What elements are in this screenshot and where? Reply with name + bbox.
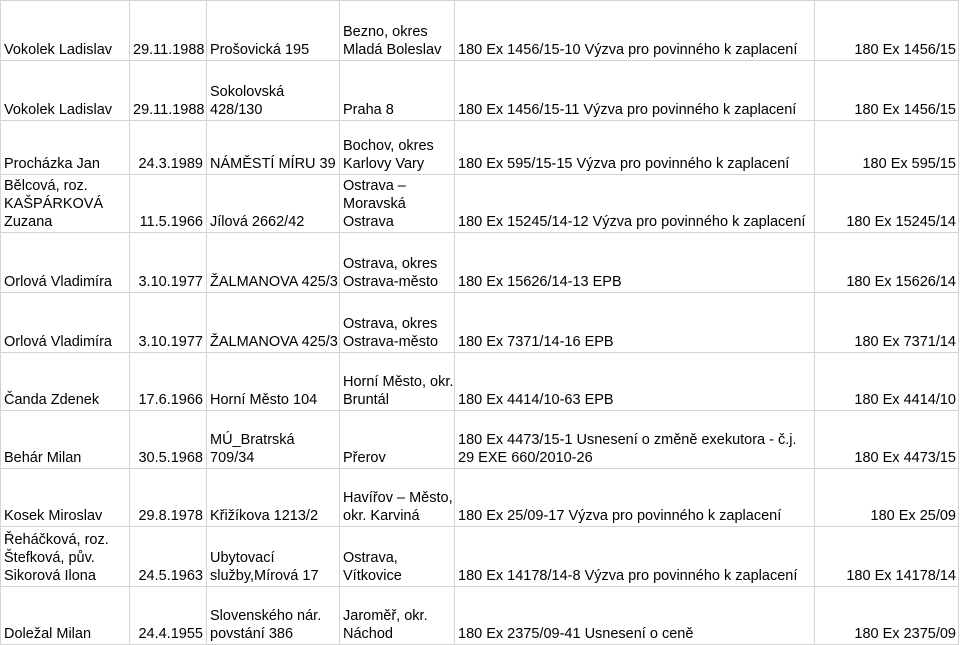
birth-date-cell: 11.5.1966 (130, 175, 207, 233)
street-address-cell: ŽALMANOVA 425/3 (207, 293, 340, 353)
file-number-cell: 180 Ex 25/09 (815, 469, 959, 527)
city-cell: Ostrava, Vítkovice (340, 527, 455, 587)
city-cell: Ostrava, okres Ostrava-město (340, 233, 455, 293)
case-document-cell: 180 Ex 1456/15-10 Výzva pro povinného k zaplacení (455, 1, 815, 61)
table-row (1, 469, 959, 527)
street-address-cell: ŽALMANOVA 425/3 (207, 233, 340, 293)
file-number-cell: 180 Ex 15626/14 (815, 233, 959, 293)
file-number-cell: 180 Ex 4473/15 (815, 411, 959, 469)
table-row (1, 121, 959, 175)
table-row (1, 411, 959, 469)
city-cell: Přerov (340, 411, 455, 469)
table-row (1, 587, 959, 645)
file-number-cell: 180 Ex 1456/15 (815, 1, 959, 61)
city-cell: Ostrava – Moravská Ostrava (340, 175, 455, 233)
city-cell: Horní Město, okr. Bruntál (340, 353, 455, 411)
table-row (1, 61, 959, 121)
table-row (1, 353, 959, 411)
debtor-name-cell: Vokolek Ladislav (1, 1, 130, 61)
street-address-cell: Sokolovská 428/130 (207, 61, 340, 121)
city-cell: Praha 8 (340, 61, 455, 121)
file-number-cell: 180 Ex 4414/10 (815, 353, 959, 411)
city-cell: Havířov – Město, okr. Karviná (340, 469, 455, 527)
case-document-cell: 180 Ex 4414/10-63 EPB (455, 353, 815, 411)
case-document-cell: 180 Ex 15245/14-12 Výzva pro povinného k zaplacení (455, 175, 815, 233)
table-row (1, 175, 959, 233)
city-cell: Jaroměř, okr. Náchod (340, 587, 455, 645)
case-document-cell: 180 Ex 1456/15-11 Výzva pro povinného k zaplacení (455, 61, 815, 121)
debtor-name-cell: Čanda Zdenek (1, 353, 130, 411)
debtor-name-cell: Doležal Milan (1, 587, 130, 645)
case-document-cell: 180 Ex 7371/14-16 EPB (455, 293, 815, 353)
file-number-cell: 180 Ex 7371/14 (815, 293, 959, 353)
street-address-cell: Ubytovací služby,Mírová 17 (207, 527, 340, 587)
debtor-name-cell: Vokolek Ladislav (1, 61, 130, 121)
debtor-name-cell: Bělcová, roz. KAŠPÁRKOVÁ Zuzana (1, 175, 130, 233)
street-address-cell: Slovenského nár. povstání 386 (207, 587, 340, 645)
birth-date-cell: 24.4.1955 (130, 587, 207, 645)
debtor-name-cell: Orlová Vladimíra (1, 293, 130, 353)
debtor-name-cell: Behár Milan (1, 411, 130, 469)
city-cell: Bochov, okres Karlovy Vary (340, 121, 455, 175)
street-address-cell: Prošovická 195 (207, 1, 340, 61)
birth-date-cell: 30.5.1968 (130, 411, 207, 469)
birth-date-cell: 29.11.1988 (130, 1, 207, 61)
debtor-name-cell: Orlová Vladimíra (1, 233, 130, 293)
file-number-cell: 180 Ex 595/15 (815, 121, 959, 175)
file-number-cell: 180 Ex 15245/14 (815, 175, 959, 233)
case-document-cell: 180 Ex 2375/09-41 Usnesení o ceně (455, 587, 815, 645)
case-document-cell: 180 Ex 14178/14-8 Výzva pro povinného k zaplacení (455, 527, 815, 587)
file-number-cell: 180 Ex 1456/15 (815, 61, 959, 121)
city-cell: Bezno, okres Mladá Boleslav (340, 1, 455, 61)
debtor-name-cell: Řeháčková, roz. Štefková, pův. Sikorová Ilona (1, 527, 130, 587)
table-row (1, 293, 959, 353)
birth-date-cell: 17.6.1966 (130, 353, 207, 411)
street-address-cell: NÁMĚSTÍ MÍRU 39 (207, 121, 340, 175)
birth-date-cell: 29.8.1978 (130, 469, 207, 527)
birth-date-cell: 29.11.1988 (130, 61, 207, 121)
debtor-name-cell: Procházka Jan (1, 121, 130, 175)
city-cell: Ostrava, okres Ostrava-město (340, 293, 455, 353)
table-row (1, 527, 959, 587)
file-number-cell: 180 Ex 14178/14 (815, 527, 959, 587)
birth-date-cell: 24.3.1989 (130, 121, 207, 175)
birth-date-cell: 3.10.1977 (130, 293, 207, 353)
file-number-cell: 180 Ex 2375/09 (815, 587, 959, 645)
street-address-cell: MÚ_Bratrská 709/34 (207, 411, 340, 469)
street-address-cell: Křižíkova 1213/2 (207, 469, 340, 527)
birth-date-cell: 3.10.1977 (130, 233, 207, 293)
case-document-cell: 180 Ex 595/15-15 Výzva pro povinného k zaplacení (455, 121, 815, 175)
table-row (1, 1, 959, 61)
debtor-name-cell: Kosek Miroslav (1, 469, 130, 527)
birth-date-cell: 24.5.1963 (130, 527, 207, 587)
case-document-cell: 180 Ex 25/09-17 Výzva pro povinného k zaplacení (455, 469, 815, 527)
case-document-cell: 180 Ex 4473/15-1 Usnesení o změně exekutora - č.j. 29 EXE 660/2010-26 (455, 411, 815, 469)
case-document-cell: 180 Ex 15626/14-13 EPB (455, 233, 815, 293)
street-address-cell: Jílová 2662/42 (207, 175, 340, 233)
table-row (1, 233, 959, 293)
street-address-cell: Horní Město 104 (207, 353, 340, 411)
